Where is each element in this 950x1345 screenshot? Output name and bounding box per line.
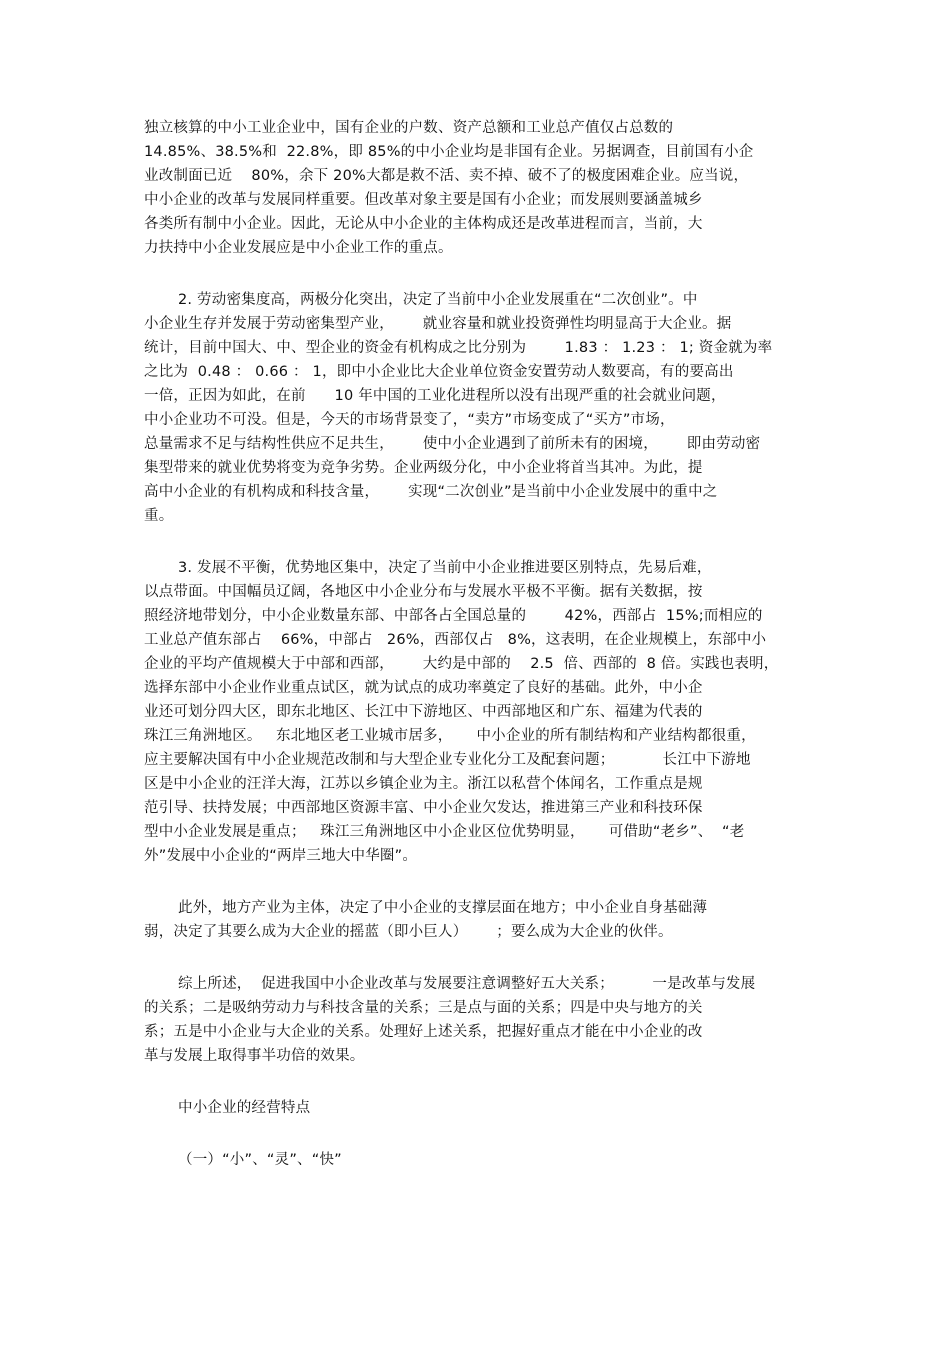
section-heading: 中小企业的经营特点 (178, 1100, 311, 1116)
paragraph-line: 14.85%、38.5%和 22.8%，即 85%的中小企业均是非国有企业。另据调查，目前国有小企 (144, 144, 754, 160)
paragraph-line: 中小企业的改革与发展同样重要。但改革对象主要是国有小企业；而发展则要涵盖城乡 (144, 192, 703, 208)
paragraph-line: 集型带来的就业优势将变为竞争劣势。企业两级分化，中小企业将首当其冲。为此，提 (144, 460, 703, 476)
paragraph-line: 型中小企业发展是重点； 珠江三角洲地区中小企业区位优势明显， 可借助“老乡”、 “老 (144, 824, 745, 840)
paragraph-line: 之比为 0.48 ： 0.66 ： 1，即中小企业比大企业单位资金安置劳动人数要高，有的要高出 (144, 364, 734, 380)
paragraph-line: 以点带面。中国幅员辽阔，各地区中小企业分布与发展水平极不平衡。据有关数据，按 (144, 584, 703, 600)
paragraph-line: 此外，地方产业为主体，决定了中小企业的支撑层面在地方；中小企业自身基础薄 (178, 900, 708, 916)
paragraph-line: 业还可划分四大区，即东北地区、长江中下游地区、中西部地区和广东、福建为代表的 (144, 704, 703, 720)
paragraph-line: 革与发展上取得事半功倍的效果。 (144, 1048, 365, 1064)
paragraph-line: 照经济地带划分，中小企业数量东部、中部各占全国总量的 42%，西部占 15%;而相应的 (144, 608, 763, 624)
paragraph-line: 系；五是中小企业与大企业的关系。处理好上述关系，把握好重点才能在中小企业的改 (144, 1024, 703, 1040)
paragraph-line: 选择东部中小企业作业重点试区，就为试点的成功率奠定了良好的基础。此外，中小企 (144, 680, 703, 696)
paragraph-line: 珠江三角洲地区。 东北地区老工业城市居多， 中小企业的所有制结构和产业结构都很重， (144, 728, 756, 744)
paragraph-line: 一倍，正因为如此，在前 10 年中国的工业化进程所以没有出现严重的社会就业问题， (144, 388, 726, 404)
paragraph-line: 企业的平均产值规模大于中部和西部， 大约是中部的 2.5 倍、西部的 8 倍。实践也表明， (144, 656, 779, 672)
paragraph-line: 统计，目前中国大、中、型企业的资金有机构成之比分别为 1.83 ： 1.23 ： 1; 资金就为率 (144, 340, 773, 356)
paragraph-line: 弱，决定了其要么成为大企业的摇蓝（即小巨人） ；要么成为大企业的伙伴。 (144, 924, 673, 940)
paragraph-line: 应主要解决国有中小企业规范改制和与大型企业专业化分工及配套问题； 长江中下游地 (144, 752, 751, 768)
paragraph-line: 工业总产值东部占 66%，中部占 26%，西部仅占 8%，这表明，在企业规模上，东部中小 (144, 632, 767, 648)
paragraph-line: 范引导、扶持发展；中西部地区资源丰富、中小企业欠发达，推进第三产业和科技环保 (144, 800, 703, 816)
paragraph-line: 高中小企业的有机构成和科技含量， 实现“二次创业”是当前中小企业发展中的重中之 (144, 484, 718, 500)
paragraph-line: 2. 劳动密集度高，两极分化突出，决定了当前中小企业发展重在“二次创业”。中 (178, 292, 698, 308)
paragraph-line: 3. 发展不平衡，优势地区集中，决定了当前中小企业推进要区别特点，先易后难， (178, 560, 712, 576)
paragraph-line: 业改制面已近 80%，余下 20%大都是救不活、卖不掉、破不了的极度困难企业。应当说， (144, 168, 749, 184)
paragraph-line: 总量需求不足与结构性供应不足共生， 使中小企业遇到了前所未有的困境， 即由劳动密 (144, 436, 761, 452)
subsection-heading: （一）“小”、“灵”、“快” (178, 1152, 342, 1168)
paragraph-line: 外”发展中小企业的“两岸三地大中华圈”。 (144, 848, 418, 864)
paragraph-line: 中小企业功不可没。但是，今天的市场背景变了，“卖方”市场变成了“买方”市场， (144, 412, 675, 428)
paragraph-line: 的关系；二是吸纳劳动力与科技含量的关系；三是点与面的关系；四是中央与地方的关 (144, 1000, 703, 1016)
paragraph-line: 各类所有制中小企业。因此，无论从中小企业的主体构成还是改革进程而言，当前，大 (144, 216, 703, 232)
paragraph-line: 重。 (144, 508, 174, 524)
paragraph-line: 综上所述， 促进我国中小企业改革与发展要注意调整好五大关系； 一是改革与发展 (178, 976, 756, 992)
paragraph-line: 小企业生存并发展于劳动密集型产业， 就业容量和就业投资弹性均明显高于大企业。据 (144, 316, 732, 332)
paragraph-line: 独立核算的中小工业企业中，国有企业的户数、资产总额和工业总产值仅占总数的 (144, 120, 674, 136)
paragraph-line: 区是中小企业的汪洋大海，江苏以乡镇企业为主。浙江以私营个体闻名，工作重点是规 (144, 776, 703, 792)
paragraph-line: 力扶持中小企业发展应是中小企业工作的重点。 (144, 240, 453, 256)
